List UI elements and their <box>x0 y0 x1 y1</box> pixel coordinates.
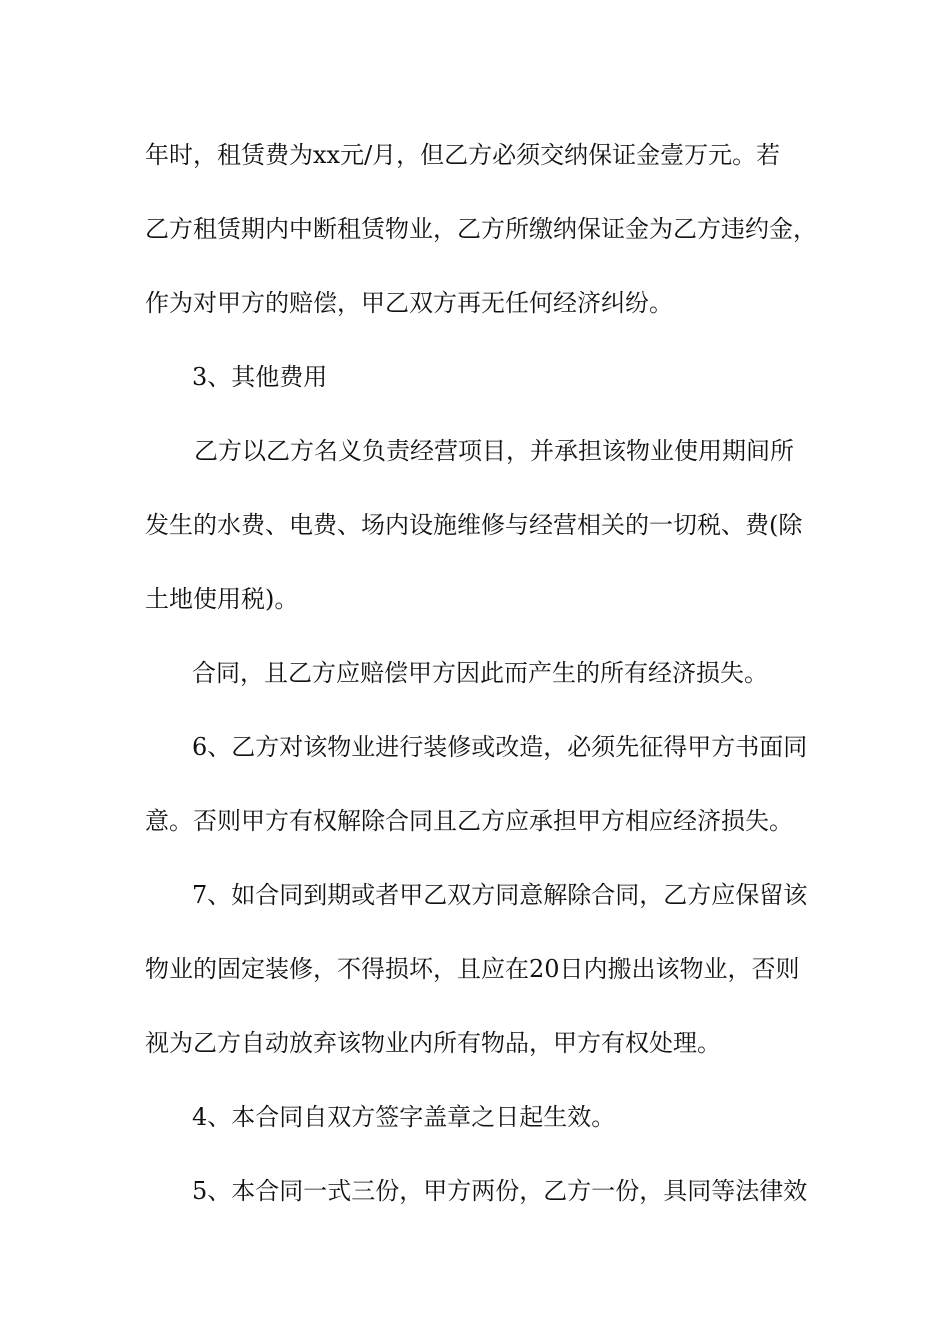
paragraph-line: 视为乙方自动放弃该物业内所有物品，甲方有权处理。 <box>145 1029 721 1057</box>
paragraph-line: 乙方租赁期内中断租赁物业，乙方所缴纳保证金为乙方违约金， <box>145 215 817 243</box>
paragraph-line: 年时，租赁费为xx元/月，但乙方必须交纳保证金壹万元。若 <box>145 141 781 169</box>
paragraph-line: 作为对甲方的赔偿，甲乙双方再无任何经济纠纷。 <box>145 289 673 317</box>
clause-7: 7、如合同到期或者甲乙双方同意解除合同，乙方应保留该 <box>192 881 808 909</box>
clause-4: 4、本合同自双方签字盖章之日起生效。 <box>192 1103 616 1131</box>
paragraph-line: 合同，且乙方应赔偿甲方因此而产生的所有经济损失。 <box>192 659 768 687</box>
paragraph-line: 发生的水费、电费、场内设施维修与经营相关的一切税、费(除 <box>145 511 803 539</box>
paragraph-line: 土地使用税)。 <box>145 585 299 613</box>
section-heading: 3、其他费用 <box>192 363 328 391</box>
clause-6: 6、乙方对该物业进行装修或改造，必须先征得甲方书面同 <box>192 733 808 761</box>
paragraph-line: 意。否则甲方有权解除合同且乙方应承担甲方相应经济损失。 <box>145 807 793 835</box>
paragraph-line: 物业的固定装修，不得损坏，且应在20日内搬出该物业，否则 <box>145 955 800 983</box>
clause-5: 5、本合同一式三份，甲方两份，乙方一份，具同等法律效 <box>192 1177 808 1205</box>
paragraph-line: 乙方以乙方名义负责经营项目，并承担该物业使用期间所 <box>194 437 794 465</box>
